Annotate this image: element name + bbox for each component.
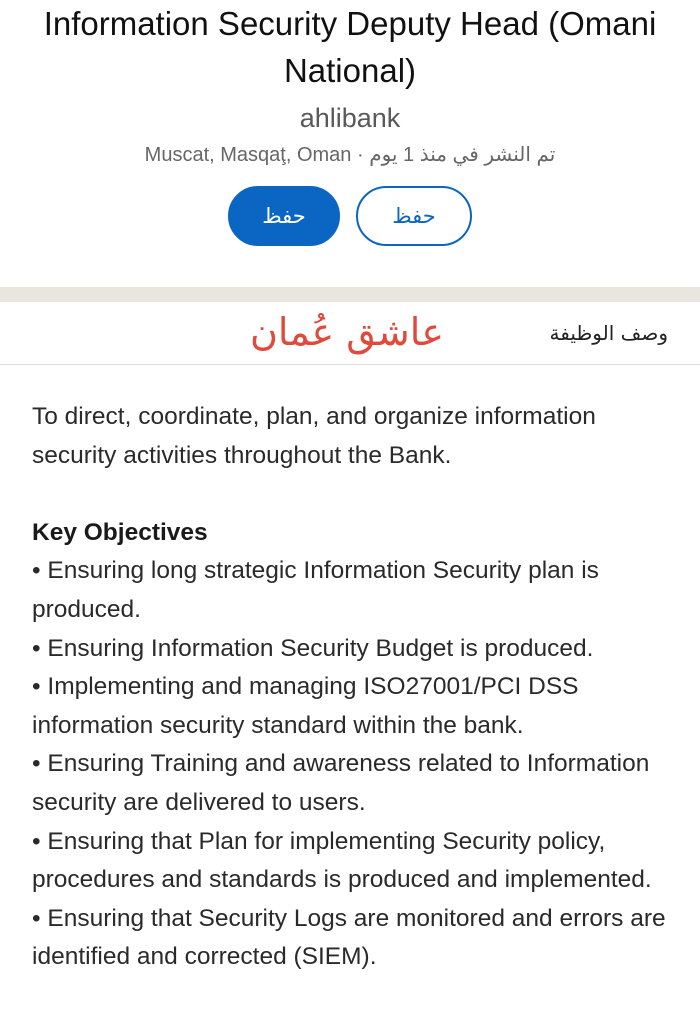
- key-objectives-heading: Key Objectives: [32, 518, 208, 546]
- job-description-header: [0, 302, 700, 365]
- job-title: Information Security Deputy Head (Omani National): [43, 5, 657, 89]
- section-divider: [0, 287, 700, 302]
- job-meta: تم النشر في منذ 1 يوم · Muscat, Masqaţ, Oman: [144, 144, 556, 166]
- job-description-label: وصف الوظيفة: [549, 321, 668, 345]
- paragraph-spacer: [32, 475, 672, 514]
- objective-item: • Ensuring that Security Logs are monitored and errors are identified and corrected (SIEM).: [32, 904, 666, 971]
- save-button-secondary[interactable]: حفظ: [356, 186, 472, 246]
- watermark-text: عاشق عُمان: [250, 310, 444, 354]
- save-button-primary[interactable]: حفظ: [228, 186, 340, 246]
- job-header: [0, 0, 700, 287]
- description-intro: To direct, coordinate, plan, and organize information security activities throughout the Bank.: [32, 403, 596, 469]
- job-description-body: [32, 398, 672, 977]
- objective-item: • Ensuring Training and awareness related to Information security are delivered to users.: [32, 750, 650, 816]
- objective-item: • Implementing and managing ISO27001/PCI DSS information security standard within the bank.: [32, 673, 579, 739]
- objective-item: • Ensuring long strategic Information Security plan is produced.: [32, 557, 599, 623]
- objective-item: • Ensuring Information Security Budget is produced.: [32, 634, 594, 662]
- company-name[interactable]: ahlibank: [299, 103, 401, 133]
- objective-item: • Ensuring that Plan for implementing Security policy, procedures and standards is produced and implemented.: [32, 827, 652, 894]
